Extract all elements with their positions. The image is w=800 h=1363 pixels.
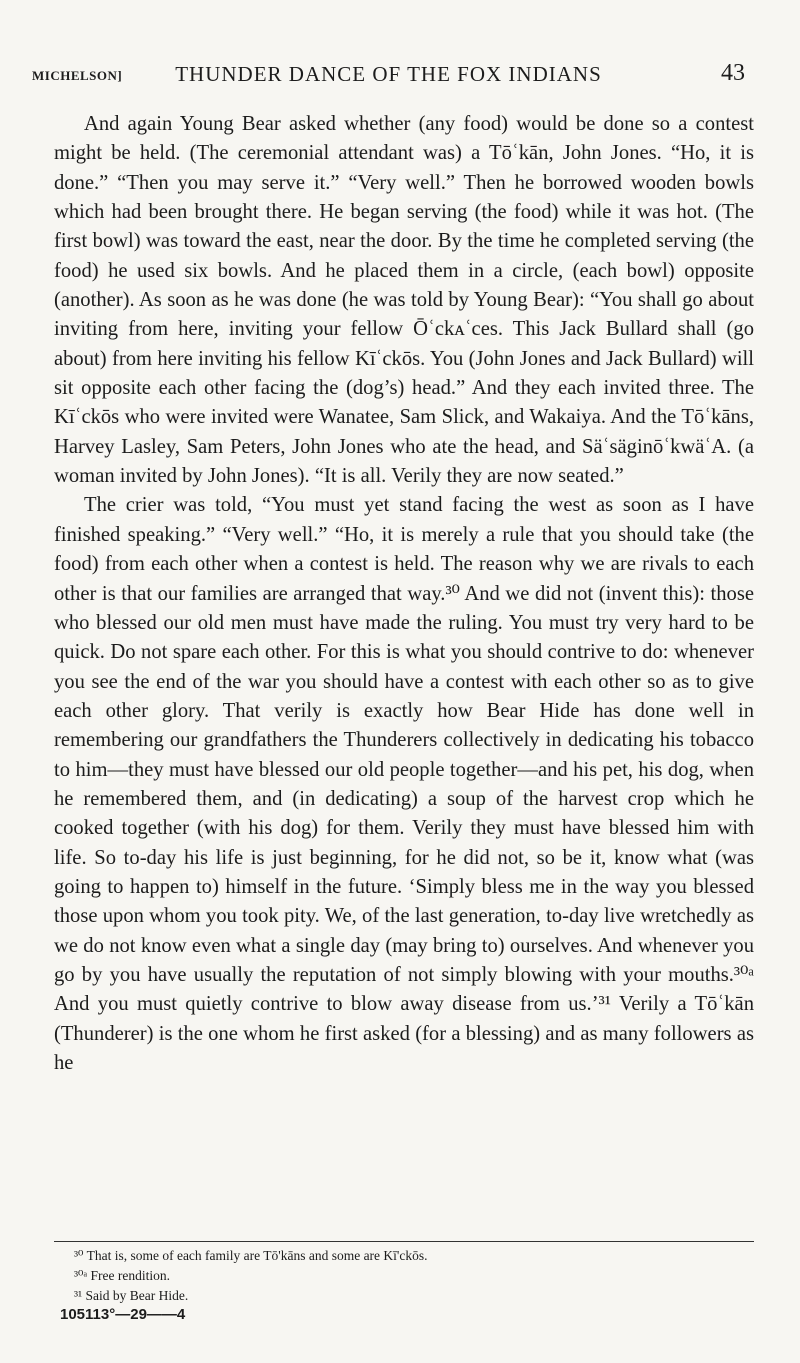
author-tag: MICHELSON] (32, 68, 123, 83)
footnote: ³⁰ᵃ Free rendition. (74, 1268, 171, 1283)
page-number: 43 (721, 60, 745, 86)
printer-signature: 105113°—29——4 (60, 1306, 186, 1323)
footnote: ³⁰ That is, some of each family are Tō'kāns and some are Kī'ckōs. (74, 1248, 428, 1263)
running-title: THUNDER DANCE OF THE FOX INDIANS (175, 62, 602, 86)
footnote: ³¹ Said by Bear Hide. (74, 1288, 189, 1303)
footnotes (60, 1246, 760, 1306)
body-text (54, 110, 754, 1078)
paragraph: And again Young Bear asked whether (any food) would be done so a contest might be held. (The ceremonial attendant was) a Tōʿkān, John Jones. “Ho, it is done.” “Then you may serve it.” “Very well.” Then he borrowed wooden bowls which had been brought there. He began serving (the food) while it was hot. (The first bowl) was toward the east, near the door. By the time he completed serving (the food) he used six bowls. And he placed them in a circle, (each bowl) opposite (another). As soon as he was done (he was told by Young Bear): “You shall go about inviting from here, inviting your fellow Ōʿckᴀʿces. This Jack Bullard shall (go about) from here inviting his fellow Kīʿckōs. You (John Jones and Jack Bullard) will sit opposite each other facing the (dog’s) head.” And they each invited three. The Kīʿckōs who were invited were Wanatee, Sam Slick, and Wakaiya. And the Tōʿkāns, Harvey Lasley, Sam Peters, John Jones who ate the head, and SäʿsäginōʿkwäʿA. (a woman invited by John Jones). “It is all. Verily they are now seated.” (54, 113, 754, 488)
running-header (32, 58, 745, 98)
paragraph: The crier was told, “You must yet stand facing the west as soon as I have finished speaking.” “Very well.” “Ho, it is merely a rule that you should take (the food) from each other when a contest is held. The reason why we are rivals to each other is that our families are arranged that way.³⁰ And we did not (invent this): those who blessed our old men must have made the ruling. You must try very hard to be quick. Do not spare each other. For this is what you should contrive to do: whenever you see the end of the war you should have a contest with each other so as to give each other glory. That verily is exactly how Bear Hide has done well in remembering our grandfathers the Thunderers collectively in dedicating his tobacco to him—they must have blessed our old people together—and his pet, his dog, when he remembered them, and (in dedicating) a soup of the harvest crop which he cooked together (with his dog) for them. Verily they must have blessed him with life. So to-day his life is just beginning, for he did not, so be it, know what (was going to happen to) himself in the future. ‘Simply bless me in the way you blessed those upon whom you took pity. We, of the last generation, to-day live wretchedly as we do not know even what a single day (may bring to) ourselves. And whenever you go by you have usually the reputation of not simply blowing with your mouths.³⁰ᵃ And you must quietly contrive to blow away disease from us.’³¹ Verily a Tōʿkān (Thunderer) is the one whom he first asked (for a blessing) and as many followers as he (54, 494, 754, 1074)
footnote-divider (54, 1241, 754, 1242)
